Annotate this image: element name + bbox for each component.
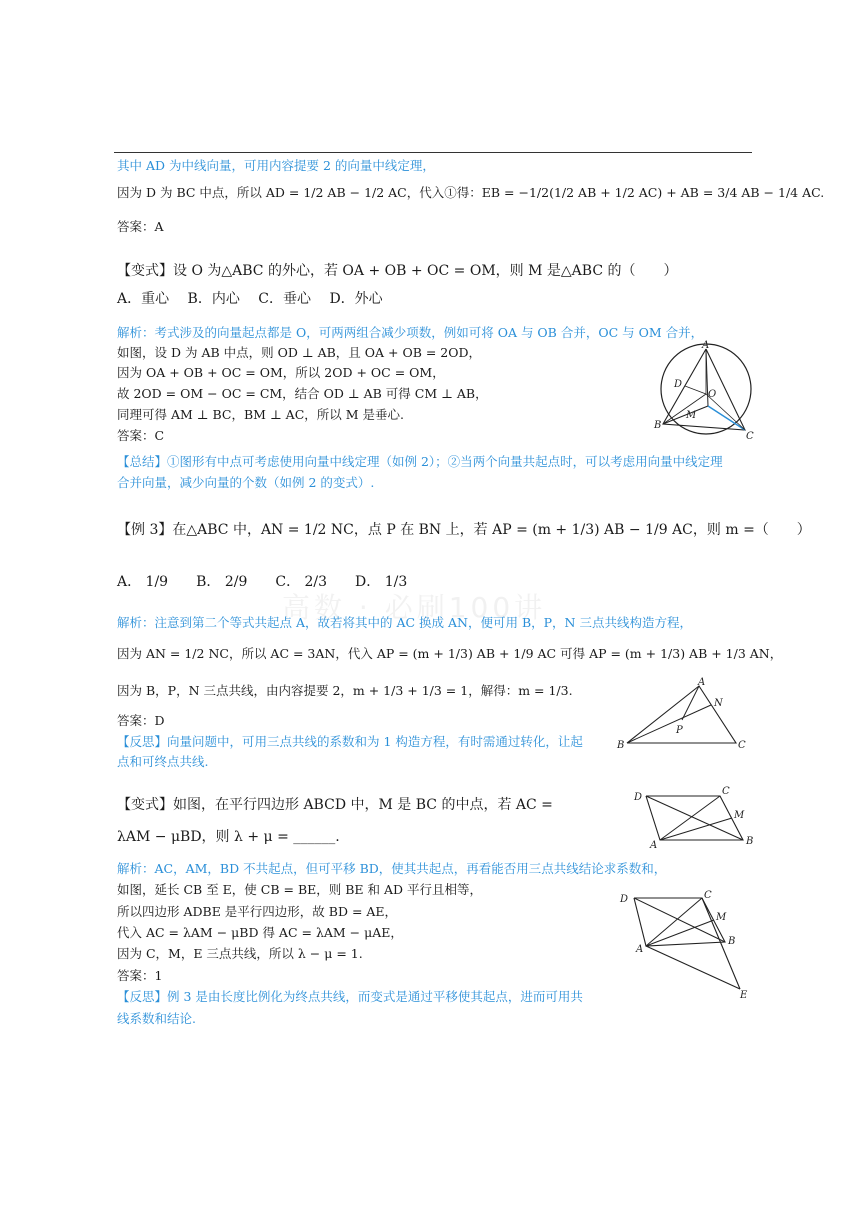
var2-reflect-0: 【反思】例 3 是由长度比例化为终点共线，而变式是通过平移使其起点，进而可用共 bbox=[117, 989, 583, 1004]
var2-question-1: 【变式】如图，在平行四边形 ABCD 中，M 是 BC 的中点，若 AC = bbox=[117, 797, 553, 813]
label-M: M bbox=[686, 410, 697, 421]
ex3-analysis-2: 因为 B，P，N 三点共线，由内容提要 2，m + 1/3 + 1/3 = 1，解得：m = 1/3. bbox=[117, 683, 573, 698]
label-D: D bbox=[674, 379, 683, 390]
label-A: A bbox=[698, 677, 706, 688]
var1-summary-0: 【总结】①图形有中点可考虑使用向量中线定理（如例 2）；②当两个向量共起点时，可以考虑用向量中线定理 bbox=[117, 454, 723, 469]
ex3-reflect-0: 【反思】向量问题中，可用三点共线的系数和为 1 构造方程，有时需通过转化，让起 bbox=[117, 734, 583, 749]
var1-answer: 答案：C bbox=[117, 428, 165, 443]
sec1-line1: 其中 AD 为中线向量，可用内容提要 2 的向量中线定理， bbox=[117, 158, 435, 173]
label-P: P bbox=[676, 725, 683, 736]
label-O: O bbox=[708, 389, 717, 400]
label-D: D bbox=[634, 792, 643, 803]
circumcircle-figure bbox=[650, 340, 762, 448]
var2-analysis-4: 因为 C，M，E 三点共线，所以 λ − μ = 1. bbox=[117, 946, 363, 961]
var2-analysis-0: 解析：AC，AM，BD 不共起点，但可平移 BD，使其共起点，再看能否用三点共线结论求系数和， bbox=[117, 861, 667, 876]
var2-reflect-1: 线系数和结论. bbox=[117, 1011, 196, 1026]
var1-question: 【变式】设 O 为△ABC 的外心，若 OA + OB + OC = OM，则 M 是△ABC 的（ ） bbox=[117, 263, 678, 279]
ex3-question: 【例 3】在△ABC 中，AN = 1/2 NC，点 P 在 BN 上，若 AP = (m + 1/3) AB − 1/9 AC，则 m =（ ） bbox=[117, 522, 811, 538]
var2-analysis-1: 如图，延长 CB 至 E，使 CB = BE，则 BE 和 AD 平行且相等， bbox=[117, 882, 483, 897]
label-N: N bbox=[714, 698, 723, 709]
watermark: 高数 · 必刷100讲 bbox=[282, 591, 547, 624]
label-A: A bbox=[650, 840, 658, 848]
parallelogram-figure-2 bbox=[616, 886, 756, 1004]
var1-analysis-1: 如图，设 D 为 AB 中点，则 OD ⊥ AB，且 OA + OB = 2OD， bbox=[117, 345, 482, 360]
sec1-line2: 因为 D 为 BC 中点，所以 AD = 1/2 AB − 1/2 AC，代入①得：EB = −1/2(1/2 AB + 1/2 AC) + AB = 3/4 AB − 1/4 AC. bbox=[117, 185, 825, 200]
label-C: C bbox=[704, 890, 712, 901]
label-A: A bbox=[702, 340, 710, 351]
label-M: M bbox=[734, 810, 745, 821]
var2-answer: 答案：1 bbox=[117, 968, 163, 983]
label-M: M bbox=[716, 912, 727, 923]
sec1-answer: 答案：A bbox=[117, 219, 164, 234]
header-rule bbox=[114, 152, 752, 153]
label-B: B bbox=[617, 740, 625, 751]
label-C: C bbox=[722, 786, 730, 797]
var1-analysis-0: 解析：考式涉及的向量起点都是 O，可两两组合减少项数，例如可将 OA 与 OB 合并，OC 与 OM 合并， bbox=[117, 325, 704, 340]
var2-analysis-2: 所以四边形 ADBE 是平行四边形，故 BD = AE， bbox=[117, 904, 398, 919]
label-C: C bbox=[746, 431, 754, 442]
label-C: C bbox=[738, 740, 746, 751]
label-D: D bbox=[620, 894, 629, 905]
triangle-figure bbox=[614, 676, 754, 758]
ex3-analysis-1: 因为 AN = 1/2 NC，所以 AC = 3AN，代入 AP = (m + 1/3) AB + 1/9 AC 可得 AP = (m + 1/3) AB + 1/3 AN， bbox=[117, 646, 783, 661]
label-A: A bbox=[636, 944, 644, 955]
var1-options: A．重心 B．内心 C．垂心 D．外心 bbox=[117, 291, 383, 307]
var2-analysis-3: 代入 AC = λAM − μBD 得 AC = λAM − μAE， bbox=[117, 925, 403, 940]
label-E: E bbox=[740, 990, 748, 1000]
label-B: B bbox=[746, 836, 754, 847]
ex3-answer: 答案：D bbox=[117, 713, 165, 728]
var2-question-2: λAM − μBD，则 λ + μ = ______. bbox=[117, 829, 340, 845]
var1-analysis-3: 故 2OD = OM − OC = CM，结合 OD ⊥ AB 可得 CM ⊥ AB， bbox=[117, 386, 488, 401]
var1-analysis-4: 同理可得 AM ⊥ BC，BM ⊥ AC，所以 M 是垂心. bbox=[117, 407, 404, 422]
ex3-analysis-0: 解析：注意到第二个等式共起点 A，故若将其中的 AC 换成 AN，便可用 B，P，N 三点共线构造方程， bbox=[117, 615, 692, 630]
parallelogram-figure-1 bbox=[630, 782, 760, 852]
ex3-options: A． 1/9 B． 2/9 C． 2/3 D． 1/3 bbox=[117, 574, 408, 590]
label-B: B bbox=[728, 936, 736, 947]
var1-analysis-2: 因为 OA + OB + OC = OM，所以 2OD + OC = OM， bbox=[117, 365, 445, 380]
label-B: B bbox=[654, 420, 662, 431]
ex3-reflect-1: 点和可终点共线. bbox=[117, 754, 209, 769]
var1-summary-1: 合并向量，减少向量的个数（如例 2 的变式）. bbox=[117, 475, 375, 490]
